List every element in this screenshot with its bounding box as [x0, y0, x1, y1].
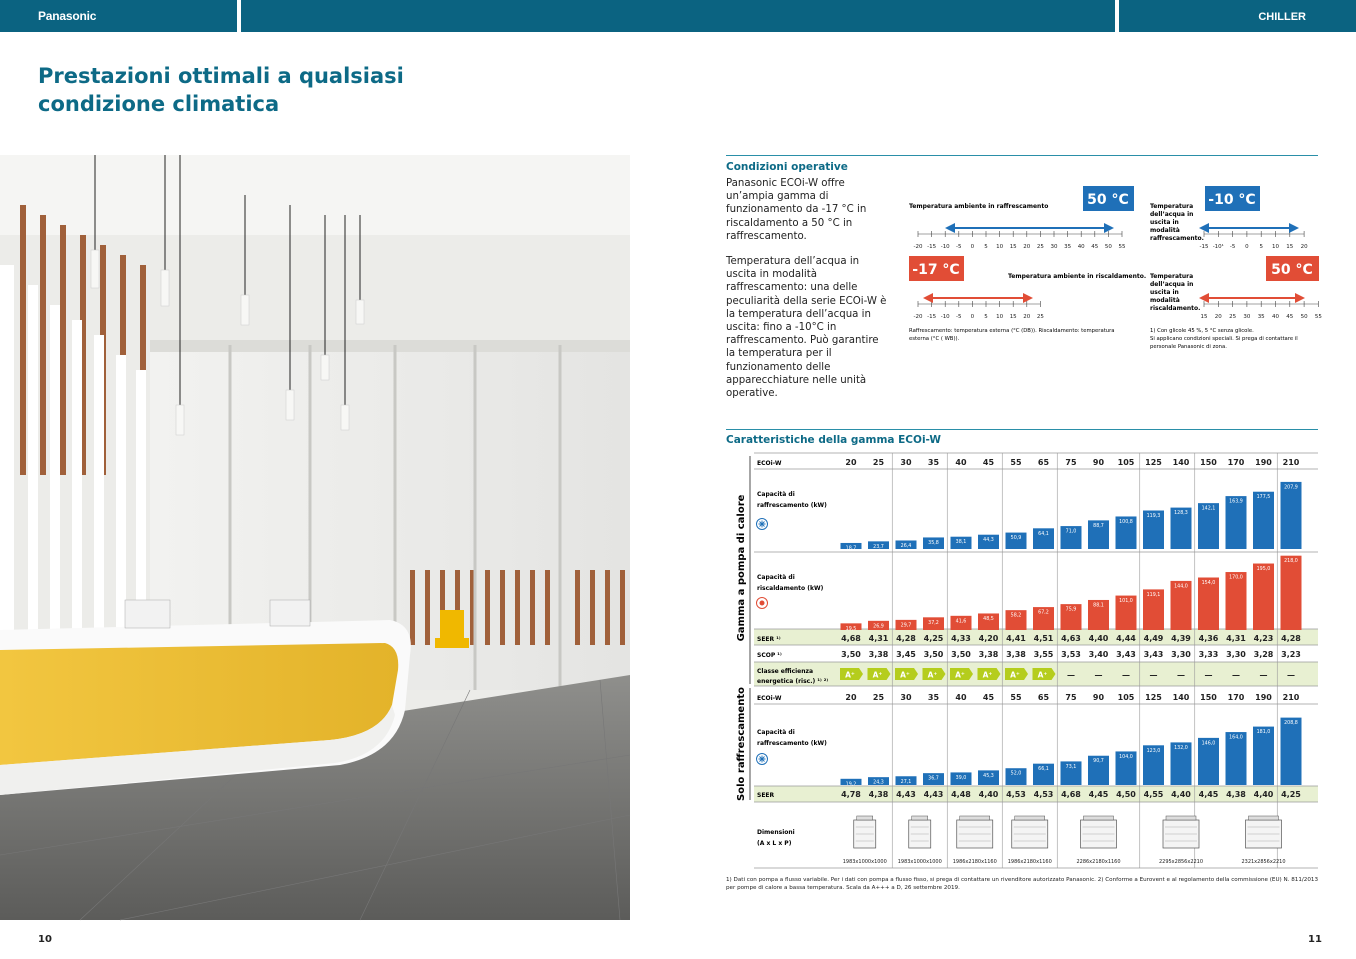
unit-fan-top: [912, 816, 928, 820]
model-size: 90: [1092, 693, 1105, 702]
heat-water-scale-tick-label: 20: [1214, 314, 1222, 320]
seer-value: 4,68: [841, 634, 861, 643]
unit-fan-top: [1084, 816, 1114, 820]
page-title: [38, 62, 458, 118]
page-number: 10: [38, 934, 52, 945]
heat-water-scale-tick-label: 30: [1243, 314, 1251, 320]
cooling-only-capacity-value: 39,0: [955, 775, 967, 781]
model-size: 190: [1255, 693, 1272, 702]
seer-co-value: 4,50: [1116, 790, 1136, 799]
title-line: Prestazioni ottimali a qualsiasi: [38, 64, 404, 88]
seer-value: 4,20: [978, 634, 999, 643]
cool-ambient-scale-tick-label: -10: [940, 244, 950, 250]
cool-ambient-scale-tick-label: 15: [1009, 244, 1017, 250]
cooling-only-capacity-value: 208,8: [1284, 721, 1298, 727]
cooling-only-capacity-value: 181,0: [1256, 730, 1271, 736]
scop-value: 3,43: [1116, 650, 1136, 659]
dimension-value: 2321x2856x2210: [1241, 859, 1286, 865]
seer-value: 4,28: [1281, 634, 1301, 643]
scop-value: 3,38: [1006, 650, 1026, 659]
footnote-line: 1) Dati con pompa a flusso variabile. Per i dati con pompa a flusso fisso, si prega di contattare un rivenditore autorizzato Panasonic. 2) Conforme a Eurovent e al regolamento della commissione (EU) N. 811/2013: [726, 877, 1319, 883]
cooling-capacity-value: 119,3: [1146, 513, 1161, 519]
cooling-only-capacity-value: 19,2: [845, 782, 857, 788]
cooling-capacity-value: 128,3: [1174, 511, 1188, 517]
unit-fan-top: [857, 816, 873, 820]
model-size: 65: [1037, 693, 1050, 702]
cooling-capacity-value: 71,0: [1065, 529, 1077, 535]
cooling-capacity-value: 64,1: [1038, 531, 1049, 537]
cooling-only-capacity-value: 66,1: [1038, 767, 1049, 773]
unit-fan-top: [1166, 816, 1196, 820]
energy-class-value: A⁺: [955, 670, 965, 680]
heating-capacity-value: 41,6: [955, 619, 967, 625]
energy-class-value: —: [1287, 670, 1295, 680]
heating-capacity-value: 101,0: [1119, 599, 1133, 605]
seer-co-value: 4,55: [1143, 790, 1164, 799]
model-size: 125: [1145, 693, 1162, 702]
cooling-capacity-label-co: raffrescamento (kW): [757, 740, 827, 747]
heat-ambient-scale-tick-label: 0: [970, 314, 975, 320]
unit-drawing: [854, 816, 876, 848]
seer-co-value: 4,40: [1253, 790, 1274, 799]
energy-class-value: A⁺: [872, 670, 883, 680]
energy-class-value: —: [1067, 670, 1075, 680]
office-reception-photo: [0, 155, 630, 920]
heat-ambient-badge: -17 °C: [912, 262, 960, 278]
energy-class-value: A⁺: [1037, 670, 1048, 680]
model-size: 150: [1200, 458, 1217, 467]
operating-range-diagram: [900, 180, 1320, 355]
energy-class-value: A⁺: [927, 670, 938, 680]
cool-water-scale-tick-label: -10¹: [1212, 244, 1224, 250]
model-size: 210: [1282, 693, 1300, 702]
heat-water-scale-tick-label: 45: [1286, 314, 1294, 320]
model-size: 35: [927, 458, 940, 467]
model-size: 170: [1227, 693, 1245, 702]
glycol-note-line: 1) Con glicole 45 %, 5 °C senza glicole.: [1150, 328, 1254, 334]
unit-drawing: [1012, 816, 1048, 848]
cool-water-label-line: raffrescamento.: [1150, 235, 1204, 242]
cooling-capacity-value: 26,4: [900, 543, 912, 549]
seer-co-value: 4,53: [1006, 790, 1026, 799]
model-size: 45: [982, 693, 995, 702]
heat-water-scale-tick-label: 40: [1272, 314, 1279, 320]
model-size: 20: [845, 458, 857, 467]
heat-ambient-scale-tick-label: 20: [1023, 314, 1031, 320]
seer-co-value: 4,53: [1033, 790, 1054, 799]
scop-value: 3,50: [841, 650, 861, 659]
seer-value: 4,25: [923, 634, 944, 643]
cooling-capacity-value: 35,8: [928, 540, 939, 546]
energy-class-value: —: [1094, 670, 1103, 680]
section-label: CHILLER: [1258, 11, 1306, 23]
seer-value: 4,44: [1116, 634, 1136, 643]
scop-value: 3,40: [1088, 650, 1109, 659]
heating-capacity-label: riscaldamento (kW): [757, 585, 824, 592]
seer-co-value: 4,43: [923, 790, 944, 799]
header-bar: [0, 0, 1356, 32]
cool-ambient-scale-tick-label: 45: [1091, 244, 1099, 250]
model-size: 30: [900, 693, 912, 702]
seer-value: 4,41: [1006, 634, 1026, 643]
heat-ambient-scale-tick-label: -10: [940, 314, 950, 320]
snowflake-icon: [757, 754, 768, 765]
dimension-value: 1983x1000x1000: [842, 859, 887, 865]
energy-class-value: A⁺: [900, 670, 910, 680]
cool-water-scale-tick-label: -5: [1229, 244, 1236, 250]
range-table: [726, 448, 1318, 872]
heating-capacity-value: 119,1: [1146, 592, 1161, 598]
sun-icon: [757, 598, 768, 609]
cooling-only-capacity-value: 146,0: [1201, 741, 1216, 747]
heating-capacity-value: 88,1: [1093, 603, 1104, 609]
seer-value: 4,51: [1033, 634, 1054, 643]
heat-ambient-scale-tick-label: -5: [956, 314, 962, 320]
seer-value: 4,63: [1061, 634, 1081, 643]
cooling-only-capacity-value: 73,1: [1065, 764, 1077, 770]
operating-note-line: esterna (°C ( WB)).: [909, 336, 960, 342]
cool-ambient-scale-tick-label: 0: [970, 244, 975, 250]
seer-value: 4,39: [1171, 634, 1191, 643]
heat-water-scale-tick-label: 15: [1200, 314, 1208, 320]
cool-water-label-line: uscita in: [1150, 219, 1179, 226]
cool-ambient-scale-tick-label: 20: [1023, 244, 1031, 250]
model-size: 65: [1037, 458, 1050, 467]
cooling-capacity-value: 142,1: [1201, 506, 1216, 512]
scop-value: 3,38: [868, 650, 889, 659]
cooling-capacity-value: 44,3: [983, 538, 994, 544]
cooling-capacity-value: 50,9: [1010, 536, 1022, 542]
heat-ambient-scale-tick-label: 15: [1009, 314, 1017, 320]
model-row-label-co: ECOi-W: [757, 695, 782, 702]
heating-capacity-value: 144,0: [1174, 584, 1188, 590]
seer-co-value: 4,40: [1171, 790, 1191, 799]
model-size: 105: [1117, 458, 1135, 467]
unit-fan-top: [1249, 816, 1279, 820]
cooling-only-capacity-value: 27,1: [900, 779, 912, 785]
cool-ambient-scale-tick-label: 25: [1036, 244, 1044, 250]
snowflake-icon: [757, 519, 768, 530]
heat-water-scale-tick-label: 35: [1257, 314, 1265, 320]
cool-water-scale: [1200, 231, 1309, 250]
cool-ambient-scale-tick-label: -20: [913, 244, 923, 250]
cool-water-scale-tick-label: 15: [1286, 244, 1294, 250]
operating-paragraph: Temperatura dell’acqua in uscita in modalità raffrescamento: una delle peculiarità della serie ECOi-W è la temperatura dell’acqua in uscita: fino a -10°C in raffrescamento. Può garantire la temperatura per il funzionamento delle apparecchiature nelle unità operative.: [726, 256, 887, 400]
section-rule: [726, 155, 1318, 156]
model-size: 170: [1227, 458, 1245, 467]
heating-capacity-value: 48,5: [983, 616, 994, 622]
cooling-only-group-label: Solo raffrescamento: [736, 687, 747, 801]
heating-capacity-value: 218,0: [1284, 559, 1298, 565]
unit-drawing: [1163, 816, 1199, 848]
seer-value: 4,23: [1253, 634, 1274, 643]
heating-capacity-label: Capacità di: [757, 574, 795, 581]
heat-water-scale-tick-label: 55: [1314, 314, 1322, 320]
cooling-capacity-value: 207,9: [1284, 485, 1298, 491]
page-number: 11: [1308, 934, 1322, 945]
cool-ambient-badge: 50 °C: [1087, 192, 1129, 208]
unit-drawing: [957, 816, 993, 848]
scop-value: 3,43: [1143, 650, 1164, 659]
dimensions-label: Dimensioni: [757, 829, 795, 836]
scop-value: 3,55: [1033, 650, 1054, 659]
heat-water-label-line: riscaldamento.: [1150, 305, 1201, 312]
cool-ambient-scale-tick-label: 55: [1118, 244, 1126, 250]
cool-ambient-scale-tick-label: 5: [984, 244, 988, 250]
cool-ambient-scale: [914, 231, 1126, 250]
scop-value: 3,30: [1171, 650, 1191, 659]
operating-heading: Condizioni operative: [726, 161, 848, 173]
seer-value: 4,31: [868, 634, 889, 643]
cooling-only-capacity-value: 132,0: [1174, 745, 1188, 751]
model-size: 140: [1172, 458, 1190, 467]
cool-water-label-line: dell’acqua in: [1150, 211, 1194, 218]
energy-class-value: —: [1259, 670, 1268, 680]
cool-water-scale-tick-label: 0: [1245, 244, 1249, 250]
energy-class-value: A⁺: [982, 670, 993, 680]
cool-ambient-scale-tick-label: 30: [1050, 244, 1058, 250]
glycol-note-line: personale Panasonic di zona.: [1150, 344, 1227, 350]
scop-value: 3,38: [978, 650, 999, 659]
class-row-label: Classe efficienza: [757, 668, 814, 675]
cooling-capacity-value: 177,5: [1256, 495, 1271, 501]
scop-value: 3,33: [1198, 650, 1219, 659]
seer-co-value: 4,40: [978, 790, 999, 799]
class-row-label: energetica (risc.) ¹⁾ ²⁾: [757, 678, 829, 685]
model-row-label: ECOi-W: [757, 460, 782, 467]
heat-ambient-scale-tick-label: 5: [984, 314, 988, 320]
energy-class-value: —: [1122, 670, 1130, 680]
header-divider: [1115, 0, 1119, 32]
unit-fan-top: [1015, 816, 1045, 820]
title-line: condizione climatica: [38, 92, 280, 116]
unit-drawing: [909, 816, 931, 848]
seer-value: 4,40: [1088, 634, 1109, 643]
seer-co-value: 4,78: [841, 790, 861, 799]
energy-class-value: —: [1177, 670, 1185, 680]
heating-capacity-value: 67,2: [1038, 610, 1049, 616]
cool-water-badge: -10 °C: [1208, 192, 1256, 208]
cooling-only-capacity-value: 90,7: [1093, 759, 1104, 765]
range-heading: Caratteristiche della gamma ECOi-W: [726, 434, 942, 446]
scop-value: 3,28: [1253, 650, 1274, 659]
heat-water-label-line: dell’acqua in: [1150, 281, 1194, 288]
model-size: 150: [1200, 693, 1217, 702]
heat-water-label-line: uscita in: [1150, 289, 1179, 296]
model-size: 55: [1010, 693, 1022, 702]
cooling-only-capacity-value: 45,3: [983, 773, 994, 779]
model-size: 140: [1172, 693, 1190, 702]
heat-water-scale-tick-label: 50: [1300, 314, 1308, 320]
heat-water-label-line: Temperatura: [1150, 273, 1194, 280]
heat-ambient-scale-tick-label: -15: [927, 314, 937, 320]
heating-capacity-value: 58,2: [1010, 613, 1022, 619]
heat-pump-group-label: Gamma a pompa di calore: [736, 494, 747, 642]
cool-ambient-scale-tick-label: -5: [956, 244, 962, 250]
heat-ambient-scale-tick-label: 10: [996, 314, 1004, 320]
model-size: 190: [1255, 458, 1272, 467]
cooling-capacity-value: 100,8: [1119, 519, 1133, 525]
heating-capacity-value: 195,0: [1256, 567, 1271, 573]
seer-co-value: 4,45: [1198, 790, 1219, 799]
model-size: 55: [1010, 458, 1022, 467]
model-size: 75: [1065, 458, 1077, 467]
cool-water-scale-tick-label: -15: [1199, 244, 1209, 250]
model-size: 45: [982, 458, 995, 467]
dimension-value: 1986x2180x1160: [952, 859, 997, 865]
model-size: 40: [955, 458, 967, 467]
column-dividers: [892, 453, 1277, 868]
cooling-only-capacity-value: 164,0: [1229, 735, 1243, 741]
cool-ambient-scale-tick-label: -15: [927, 244, 937, 250]
scop-value: 3,50: [923, 650, 944, 659]
heating-capacity-value: 29,7: [900, 623, 912, 629]
seer-value: 4,49: [1143, 634, 1164, 643]
seer-co-value: 4,25: [1281, 790, 1301, 799]
seer-co-value: 4,45: [1088, 790, 1109, 799]
seer-value: 4,31: [1226, 634, 1246, 643]
model-size: 105: [1117, 693, 1135, 702]
heating-capacity-bar: [1281, 556, 1302, 630]
cooling-capacity-label: raffrescamento (kW): [757, 502, 827, 509]
heating-capacity-value: 75,9: [1065, 607, 1077, 613]
heat-water-badge: 50 °C: [1271, 262, 1313, 278]
cooling-only-capacity-bar: [1253, 727, 1274, 785]
scop-value: 3,23: [1281, 650, 1301, 659]
heating-capacity-bar: [1226, 572, 1247, 630]
unit-drawing: [1081, 816, 1117, 848]
seer-value: 4,28: [896, 634, 916, 643]
scop-value: 3,45: [896, 650, 916, 659]
model-size: 20: [845, 693, 857, 702]
cool-water-label-line: modalità: [1150, 227, 1180, 234]
dimension-value: 2295x2856x2210: [1158, 859, 1204, 865]
cooling-only-capacity-value: 24,3: [873, 780, 884, 786]
cool-water-scale-tick-label: 10: [1272, 244, 1279, 250]
model-size: 25: [872, 693, 885, 702]
dimensions-label: (A x L x P): [757, 840, 792, 847]
cooling-capacity-value: 23,7: [873, 544, 884, 550]
energy-class-value: A⁺: [1010, 670, 1020, 680]
seer-co-value: 4,68: [1061, 790, 1081, 799]
cool-water-scale-tick-label: 20: [1300, 244, 1308, 250]
dimension-value: 2286x2180x1160: [1076, 859, 1121, 865]
cooling-capacity-bar: [1253, 492, 1274, 549]
heating-capacity-value: 170,0: [1229, 575, 1243, 581]
cool-ambient-scale-tick-label: 10: [996, 244, 1004, 250]
heating-capacity-bar: [1253, 564, 1274, 630]
energy-class-value: —: [1232, 670, 1240, 680]
cool-ambient-scale-tick-label: 35: [1064, 244, 1072, 250]
cooling-capacity-value: 38,1: [955, 540, 967, 546]
cooling-capacity-label-co: Capacità di: [757, 729, 795, 736]
unit-drawing: [1246, 816, 1282, 848]
energy-class-value: A⁺: [845, 670, 855, 680]
heat-ambient-scale-tick-label: 25: [1036, 314, 1044, 320]
model-size: 90: [1092, 458, 1105, 467]
dimension-value: 1986x2180x1160: [1007, 859, 1052, 865]
cooling-only-capacity-value: 104,0: [1119, 754, 1133, 760]
operating-paragraph: Panasonic ECOi-W offre un’ampia gamma di funzionamento da -17 °C in riscaldamento a 50 °C in raffrescamento.: [726, 178, 867, 242]
model-size: 210: [1282, 458, 1300, 467]
model-size: 30: [900, 458, 912, 467]
scop-value: 3,53: [1061, 650, 1081, 659]
heat-water-scale-tick-label: 25: [1229, 314, 1237, 320]
glycol-note-line: Si applicano condizioni speciali. Si prega di contattare il: [1150, 336, 1298, 342]
heat-water-scale: [1201, 301, 1323, 320]
seer-co-row-label: SEER: [757, 792, 775, 799]
footnote: [726, 877, 1326, 892]
seer-co-value: 4,43: [896, 790, 916, 799]
seer-value: 4,33: [951, 634, 971, 643]
operating-note-line: Raffrescamento: temperatura esterna (°C (DB)). Riscaldamento: temperatura: [909, 328, 1115, 334]
heating-capacity-value: 154,0: [1201, 581, 1216, 586]
scop-value: 3,50: [951, 650, 971, 659]
cooling-capacity-value: 163,9: [1229, 499, 1243, 505]
energy-class-value: —: [1149, 670, 1158, 680]
cooling-capacity-value: 18,7: [845, 546, 857, 552]
cooling-only-capacity-value: 52,0: [1010, 771, 1022, 777]
seer-co-value: 4,38: [1226, 790, 1246, 799]
cool-water-scale-tick-label: 5: [1259, 244, 1263, 250]
heat-ambient-scale: [914, 301, 1045, 320]
cool-water-label-line: Temperatura: [1150, 203, 1194, 210]
cool-ambient-scale-tick-label: 40: [1077, 244, 1085, 250]
cooling-capacity-bar: [1281, 482, 1302, 549]
scop-value: 3,30: [1226, 650, 1246, 659]
cool-ambient-label: Temperatura ambiente in raffrescamento: [909, 203, 1049, 210]
model-size: 40: [955, 693, 967, 702]
model-size: 75: [1065, 693, 1077, 702]
seer-co-value: 4,48: [951, 790, 971, 799]
heat-water-label-line: modalità: [1150, 297, 1180, 304]
footnote-line: per pompe di calore a bassa temperatura. Scala da A+++ a D, 26 settembre 2019.: [726, 884, 960, 891]
heating-capacity-value: 37,2: [928, 620, 939, 626]
cooling-only-capacity-value: 123,0: [1146, 748, 1161, 754]
heating-capacity-value: 19,5: [845, 626, 857, 632]
seer-row-label: SEER ¹⁾: [757, 636, 781, 643]
cooling-capacity-label: Capacità di: [757, 491, 795, 498]
heat-ambient-label: Temperatura ambiente in riscaldamento.: [1008, 273, 1147, 280]
heat-ambient-scale-tick-label: -20: [913, 314, 923, 320]
cooling-capacity-value: 88,7: [1093, 523, 1104, 529]
energy-class-value: —: [1204, 670, 1213, 680]
model-size: 35: [927, 693, 940, 702]
unit-fan-top: [960, 816, 990, 820]
heating-capacity-value: 26,9: [873, 624, 884, 630]
section-rule: [726, 429, 1318, 430]
model-size: 25: [872, 458, 885, 467]
model-size: 125: [1145, 458, 1162, 467]
cooling-only-capacity-bar: [1281, 718, 1302, 785]
scop-row-label: SCOP ¹⁾: [757, 652, 782, 659]
seer-co-value: 4,38: [868, 790, 889, 799]
seer-value: 4,36: [1198, 634, 1219, 643]
brand-logo: Panasonic: [38, 9, 97, 23]
range-table-data: [840, 458, 1302, 865]
cooling-only-capacity-value: 36,7: [928, 776, 939, 782]
header-divider: [237, 0, 241, 32]
dimension-value: 1983x1000x1000: [897, 859, 942, 865]
cool-ambient-scale-tick-label: 50: [1104, 244, 1112, 250]
